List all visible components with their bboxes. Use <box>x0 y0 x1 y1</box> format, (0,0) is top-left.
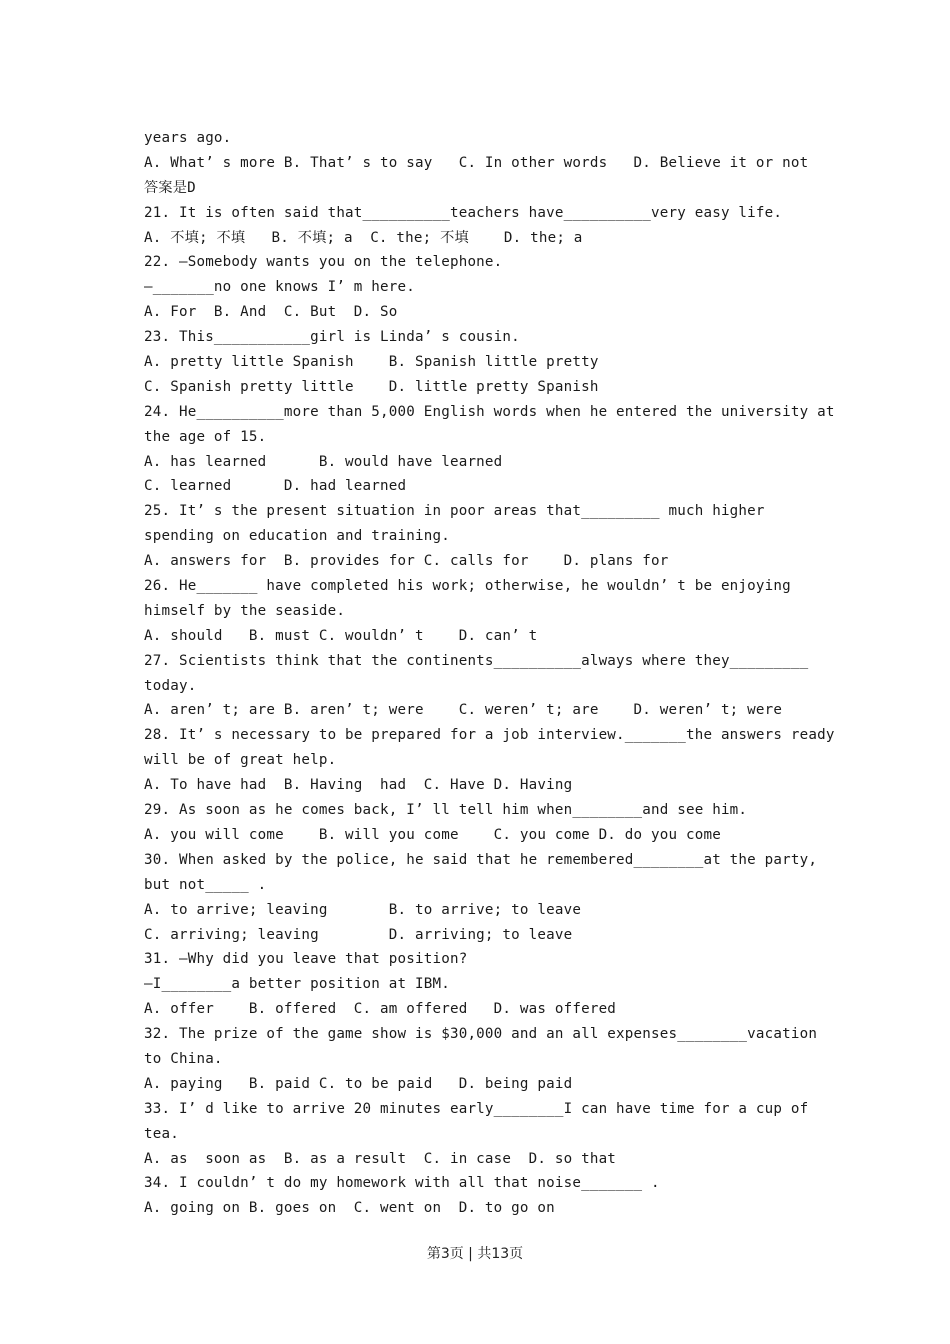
question-24: 24. He__________more than 5,000 English words when he entered the university at <box>144 403 835 420</box>
text-line: but not_____ . <box>144 876 267 893</box>
text-line: will be of great help. <box>144 752 337 769</box>
question-29: 29. As soon as he comes back, I’ ll tell him when________and see him. <box>144 802 748 819</box>
answer-options: C. Spanish pretty little D. little pretty Spanish <box>144 378 599 395</box>
question-25: 25. It’ s the present situation in poor areas that_________ much higher <box>144 503 765 520</box>
question-28: 28. It’ s necessary to be prepared for a job interview._______the answers ready <box>144 727 835 744</box>
answer-options: A. What’ s more B. That’ s to say C. In other words D. Believe it or not <box>144 154 809 171</box>
question-23: 23. This___________girl is Linda’ s cousin. <box>144 329 520 346</box>
answer-options: A. To have had B. Having had C. Have D. Having <box>144 777 573 794</box>
text-line: himself by the seaside. <box>144 602 346 619</box>
question-33: 33. I’ d like to arrive 20 minutes early________I can have time for a cup of <box>144 1100 809 1117</box>
answer-options: A. you will come B. will you come C. you come D. do you come <box>144 826 721 843</box>
answer-options: A. has learned B. would have learned <box>144 453 503 470</box>
question-31: 31. —Why did you leave that position? <box>144 951 468 968</box>
text-line: today. <box>144 677 197 694</box>
answer-options: A. offer B. offered C. am offered D. was offered <box>144 1001 617 1018</box>
answer-options: A. going on B. goes on C. went on D. to go on <box>144 1200 555 1217</box>
page-number-footer: 第3页 | 共13页 <box>426 1246 524 1262</box>
text-line: —_______no one knows I’ m here. <box>144 279 415 296</box>
question-34: 34. I couldn’ t do my homework with all that noise_______ . <box>144 1175 660 1192</box>
answer-options: A. 不填; 不填 B. 不填; a C. the; 不填 D. the; a <box>144 229 583 246</box>
answer-options: A. aren’ t; are B. aren’ t; were C. weren’ t; are D. weren’ t; were <box>144 702 783 719</box>
text-line: the age of 15. <box>144 428 267 445</box>
answer-key: 答案是D <box>144 179 196 196</box>
answer-options: A. answers for B. provides for C. calls for D. plans for <box>144 553 669 570</box>
answer-options: C. arriving; leaving D. arriving; to leave <box>144 926 573 943</box>
document-body <box>144 126 835 1221</box>
text-line: —I________a better position at IBM. <box>144 976 450 993</box>
question-30: 30. When asked by the police, he said that he remembered________at the party, <box>144 851 818 868</box>
question-26: 26. He_______ have completed his work; otherwise, he wouldn’ t be enjoying <box>144 578 791 595</box>
answer-options: A. to arrive; leaving B. to arrive; to leave <box>144 901 582 918</box>
question-27: 27. Scientists think that the continents__________always where they_________ <box>144 652 809 669</box>
text-line: years ago. <box>144 130 232 146</box>
answer-options: C. learned D. had learned <box>144 478 407 495</box>
answer-options: A. should B. must C. wouldn’ t D. can’ t <box>144 627 538 644</box>
answer-options: A. pretty little Spanish B. Spanish little pretty <box>144 354 599 371</box>
answer-options: A. as soon as B. as a result C. in case D. so that <box>144 1150 617 1167</box>
text-line: spending on education and training. <box>144 528 450 545</box>
text-line: to China. <box>144 1050 223 1067</box>
question-22: 22. —Somebody wants you on the telephone. <box>144 254 503 271</box>
text-line: tea. <box>144 1125 179 1142</box>
question-21: 21. It is often said that__________teachers have__________very easy life. <box>144 204 783 221</box>
answer-options: A. For B. And C. But D. So <box>144 304 398 321</box>
answer-options: A. paying B. paid C. to be paid D. being paid <box>144 1075 573 1092</box>
question-32: 32. The prize of the game show is $30,000 and an all expenses________vacation <box>144 1026 818 1043</box>
